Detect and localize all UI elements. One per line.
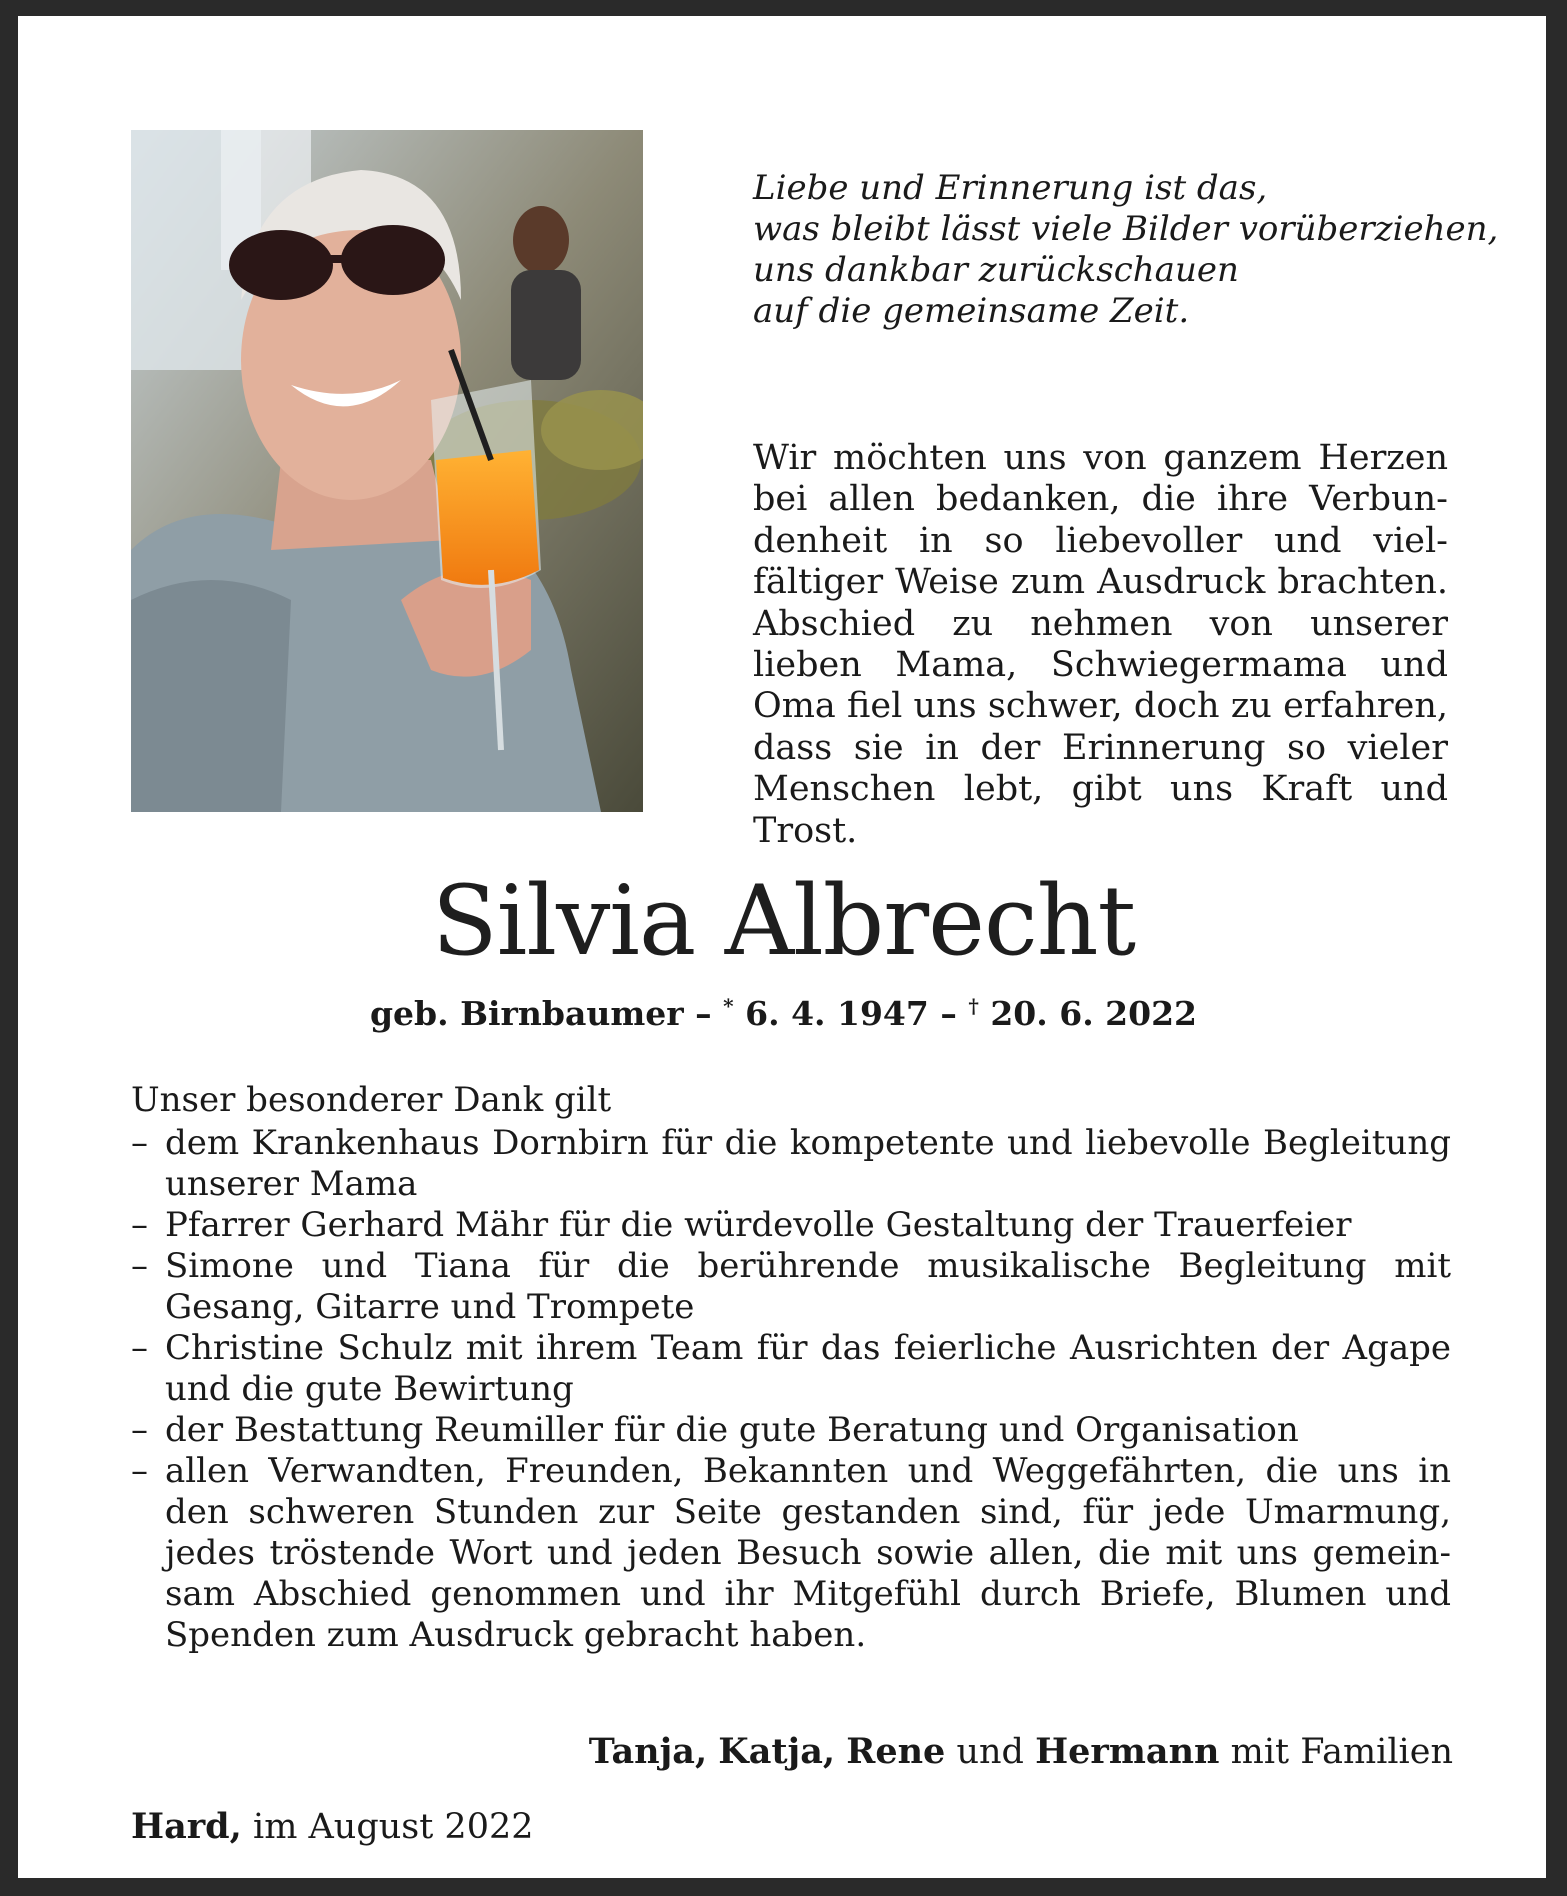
bullet-dash: – xyxy=(131,1123,148,1163)
list-item-text: der Bestattung Reumiller für die gute Beratung und Organisation xyxy=(165,1410,1299,1450)
list-item xyxy=(131,1246,1451,1328)
list-item-text: dem Krankenhaus Dornbirn für die kompetente und liebevolle Begleitung unserer Mama xyxy=(165,1123,1451,1204)
thanks-list xyxy=(131,1123,1451,1656)
list-item xyxy=(131,1410,1451,1451)
signoff-suffix: mit Familien xyxy=(1230,1732,1453,1772)
poem-line: was bleibt lässt viele Bilder vorüberziehen, xyxy=(753,209,1499,249)
list-item xyxy=(131,1123,1451,1205)
bullet-dash: – xyxy=(131,1328,148,1368)
poem-line: Liebe und Erinnerung ist das, xyxy=(753,168,1268,208)
bullet-dash: – xyxy=(131,1246,148,1286)
place-town: Hard, xyxy=(131,1806,242,1847)
poem-line: uns dankbar zurückschauen xyxy=(753,250,1239,290)
deceased-name: Silvia Albrecht xyxy=(431,865,1136,977)
list-item-text: Christine Schulz mit ihrem Team für das feierliche Ausrichten der Agape und die gute Bewirtung xyxy=(165,1328,1451,1409)
separator: – xyxy=(695,994,712,1033)
list-item xyxy=(131,1328,1451,1410)
conjunction: und xyxy=(956,1732,1024,1772)
thanks-intro: Unser besonderer Dank gilt xyxy=(131,1080,612,1120)
list-item xyxy=(131,1205,1451,1246)
life-dates xyxy=(0,994,1567,1033)
family-name: Tanja, xyxy=(588,1731,708,1772)
list-item xyxy=(131,1451,1451,1656)
maiden-name: geb. Birnbaumer xyxy=(369,994,684,1033)
death-symbol: † xyxy=(968,994,979,1018)
birth-date: 6. 4. 1947 xyxy=(745,994,929,1033)
bullet-dash: – xyxy=(131,1451,148,1491)
portrait-photo xyxy=(131,130,643,812)
list-item-text: Simone und Tiana für die berührende musikalische Begleitung mit Gesang, Gitarre und Trompete xyxy=(165,1246,1451,1327)
list-item-text: Pfarrer Gerhard Mähr für die würdevolle Gestaltung der Trauerfeier xyxy=(165,1205,1352,1245)
place-date-text: im August 2022 xyxy=(253,1807,534,1847)
place-date xyxy=(131,1806,534,1847)
list-item-text: allen Verwandten, Freunden, Bekannten und Weggefährten, die uns in den schweren Stunden zur Seite gestanden sind, für jede Umarmung, jedes tröstende Wort und jeden Besuch sowie allen, die mit uns gemeinsam Abschied genommen und ihr Mitgefühl durch Briefe, Blumen und Spenden zum Ausdruck gebracht haben. xyxy=(165,1451,1451,1655)
thanks-paragraph: Wir möchten uns von ganzem Herzen bei allen bedanken, die ihre Verbundenheit in so liebevoller und vielfältiger Weise zum Ausdruck brachten. Abschied zu nehmen von unserer lieben Mama, Schwiegermama und Oma fiel uns schwer, doch zu erfahren, dass sie in der Erinnerung so vieler Menschen lebt, gibt uns Kraft und Trost. xyxy=(753,438,1448,851)
family-name: Hermann xyxy=(1035,1731,1220,1772)
separator: – xyxy=(940,994,957,1033)
family-name: Katja, xyxy=(718,1731,836,1772)
bullet-dash: – xyxy=(131,1205,148,1245)
memorial-poem xyxy=(753,168,1499,332)
obituary-page xyxy=(18,16,1546,1878)
bullet-dash: – xyxy=(131,1410,148,1450)
birth-symbol: * xyxy=(723,994,734,1018)
family-name: Rene xyxy=(846,1731,946,1772)
death-date: 20. 6. 2022 xyxy=(990,994,1198,1033)
poem-line: auf die gemeinsame Zeit. xyxy=(753,291,1190,331)
family-signoff xyxy=(131,1731,1453,1772)
